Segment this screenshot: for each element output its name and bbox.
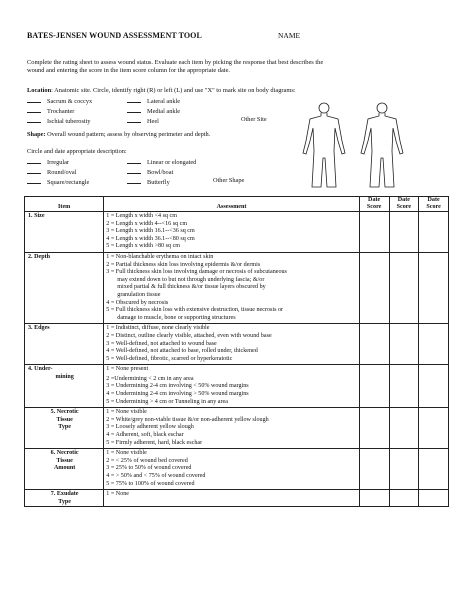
item-cell: 2. Depth — [25, 252, 104, 323]
instructions-line-1: Complete the rating sheet to assess wound status. Evaluate each item by picking the response that best describes the — [27, 59, 324, 66]
score-cell[interactable] — [359, 324, 389, 365]
table-row — [25, 252, 449, 323]
item-cell: 6. Necrotic Tissue Amount — [25, 449, 104, 490]
score-cell[interactable] — [359, 252, 389, 323]
assessment-cell: 1 = None visible 2 = White/grey non-viable tissue &/or non-adherent yellow slough 3 = Loosely adherent yellow slough 4 = Adherent, soft, black eschar 5 = Firmly adherent, hard, black eschar — [104, 408, 360, 449]
site-row — [27, 116, 301, 126]
site-blank[interactable] — [27, 106, 41, 113]
site-option: Heel — [147, 118, 159, 126]
site-option: Sacrum & coccyx — [47, 98, 93, 105]
score-cell[interactable] — [389, 252, 419, 323]
site-option: Ischial tuberosity — [47, 118, 91, 126]
table-row — [25, 212, 449, 253]
shape-option: Linear or elongated — [147, 159, 197, 166]
instructions — [27, 59, 447, 75]
shape-blank[interactable] — [127, 167, 141, 174]
shape-row — [27, 167, 244, 177]
score-cell[interactable] — [419, 365, 449, 408]
assessment-cell: 1 = Non-blanchable erythema on intact skin 2 = Partial thickness skin loss involving epidermis &/or dermis 3 = Full thickness skin loss involving damage or necrosis of subcutaneous may extend down to but not through underlying fascia; &/or mixed partial & full thickness &/or tissue layers obscured by granulation tissue 4 = Obscured by necrosis 5 = Full thickness skin loss with extensive destruction, tissue necrosis or damage to muscle, bone or supporting structures — [104, 252, 360, 323]
shape-blank[interactable] — [127, 177, 141, 184]
score-cell[interactable] — [389, 365, 419, 408]
shape-option-list — [27, 157, 244, 188]
date-score-header: Date Score — [389, 197, 419, 212]
instructions-line-2: wound and entering the score in the item score column for the appropriate date. — [27, 67, 231, 75]
site-blank[interactable] — [27, 96, 41, 103]
table-row — [25, 449, 449, 490]
assessment-cell: 1 = Indistinct, diffuse, none clearly visible 2 = Distinct, outline clearly visible, attached, even with wound base 3 = Well-defined, not attached to wound base 4 = Well-defined, not attached to base, rolled under, thickened 5 = Well-defined, fibrotic, scarred or hyperkeratotic — [104, 324, 360, 365]
shape-text: Overall wound pattern; assess by observing perimeter and depth. — [45, 131, 211, 138]
score-cell[interactable] — [359, 490, 389, 507]
score-cell[interactable] — [359, 365, 389, 408]
shape-blank[interactable] — [27, 157, 41, 164]
shape-option: Square/rectangle — [47, 179, 90, 187]
table-header-row — [25, 197, 449, 212]
score-cell[interactable] — [419, 252, 449, 323]
site-option: Trochanter — [47, 108, 75, 116]
assessment-cell: 1 = None — [104, 490, 360, 507]
other-shape-label: Other Shape — [213, 177, 245, 185]
item-cell: 3. Edges — [25, 324, 104, 365]
shape-blank[interactable] — [127, 157, 141, 164]
shape-option: Butterfly — [147, 179, 170, 187]
score-cell[interactable] — [359, 212, 389, 253]
site-blank[interactable] — [27, 116, 41, 123]
item-cell: 7. Exudate Type — [25, 490, 104, 507]
shape-instruction — [27, 131, 210, 138]
assessment-header: Assessment — [104, 197, 360, 212]
location-label: Location — [27, 87, 52, 94]
score-cell[interactable] — [359, 408, 389, 449]
circle-instruction: Circle and date appropriate description: — [27, 148, 127, 155]
score-cell[interactable] — [389, 449, 419, 490]
table-row — [25, 324, 449, 365]
site-row — [27, 106, 301, 116]
shape-blank[interactable] — [27, 167, 41, 174]
body-diagram-icon[interactable] — [294, 101, 414, 189]
name-field-label: NAME — [278, 31, 301, 40]
score-cell[interactable] — [419, 490, 449, 507]
score-cell[interactable] — [389, 408, 419, 449]
assessment-cell: 1 = None present 2 =Undermining < 2 cm in any area 3 = Undermining 2-4 cm involving < 50% wound margins 4 = Undermining 2-4 cm involving > 50% wound margins 5 = Undermining > 4 cm or Tunneling in any area — [104, 365, 360, 408]
score-cell[interactable] — [419, 408, 449, 449]
site-option: Medial ankle — [147, 108, 181, 116]
body-front-figure — [303, 103, 345, 187]
wound-assessment-table — [24, 196, 449, 507]
score-cell[interactable] — [419, 212, 449, 253]
score-cell[interactable] — [389, 324, 419, 365]
item-cell: 4. Under- mining — [25, 365, 104, 408]
shape-row — [27, 157, 244, 167]
form-title: BATES-JENSEN WOUND ASSESSMENT TOOL — [27, 31, 202, 40]
assessment-cell: 1 = Length x width <4 sq cm 2 = Length x width 4--<16 sq cm 3 = Length x width 16.1--<36 sq cm 4 = Length x width 36.1--<80 sq cm 5 = Length x width >80 sq cm — [104, 212, 360, 253]
date-score-header: Date Score — [419, 197, 449, 212]
item-cell: 5. Necrotic Tissue Type — [25, 408, 104, 449]
shape-option: Round/oval — [47, 169, 77, 177]
site-blank[interactable] — [127, 116, 141, 123]
shape-option: Bowl/boat — [147, 169, 174, 177]
item-cell: 1. Size — [25, 212, 104, 253]
score-cell[interactable] — [389, 212, 419, 253]
location-instruction — [27, 87, 447, 95]
body-back-figure — [361, 103, 403, 187]
date-score-header: Date Score — [359, 197, 389, 212]
shape-option: Irregular — [47, 159, 70, 166]
site-blank[interactable] — [127, 96, 141, 103]
table-row — [25, 408, 449, 449]
score-cell[interactable] — [419, 449, 449, 490]
score-cell[interactable] — [389, 490, 419, 507]
location-text: : Anatomic site. Circle, identify right (R) or left (L) and use "X" to mark site on body diagrams: — [51, 87, 296, 94]
site-blank[interactable] — [127, 106, 141, 113]
assessment-cell: 1 = None visible 2 = < 25% of wound bed covered 3 = 25% to 50% of wound covered 4 = > 50% and < 75% of wound covered 5 = 75% to 100% of wound covered — [104, 449, 360, 490]
table-row — [25, 490, 449, 507]
score-cell[interactable] — [419, 324, 449, 365]
shape-label: Shape: — [27, 131, 46, 138]
site-row — [27, 96, 301, 106]
item-header: Item — [25, 197, 104, 212]
other-site-label: Other Site — [241, 116, 267, 124]
table-row — [25, 365, 449, 408]
shape-row — [27, 177, 244, 187]
score-cell[interactable] — [359, 449, 389, 490]
location-site-list — [27, 96, 301, 127]
shape-blank[interactable] — [27, 177, 41, 184]
site-option: Lateral ankle — [147, 98, 181, 105]
